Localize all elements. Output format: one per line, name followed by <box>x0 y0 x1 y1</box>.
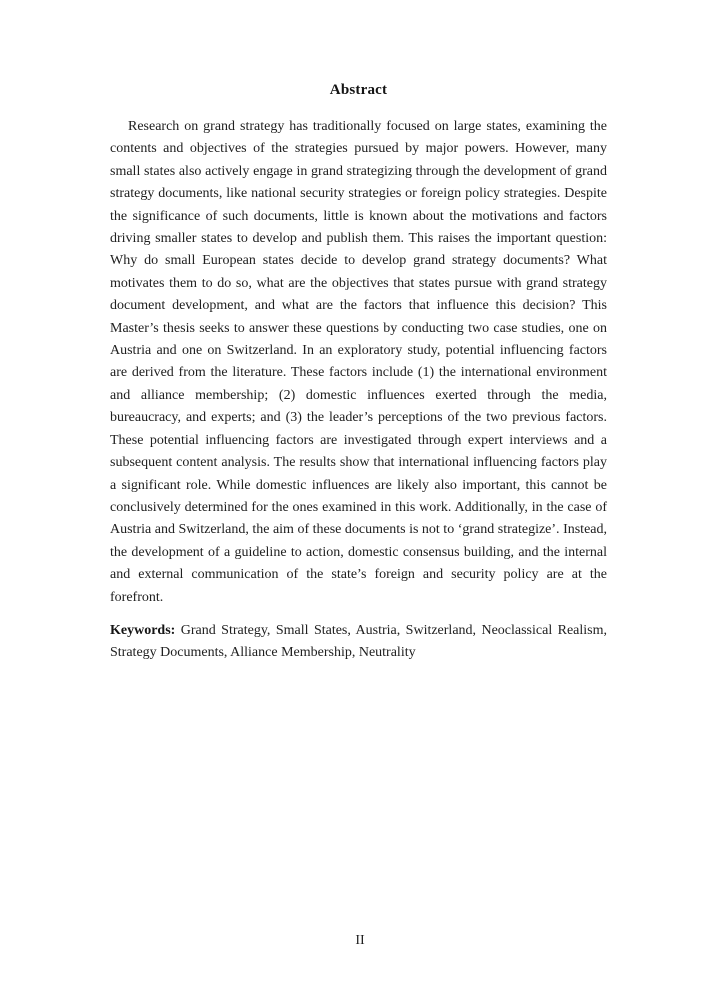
abstract-paragraph: Research on grand strategy has traditionally focused on large states, examining the contents and objectives of the strategies pursued by major powers. However, many small states also actively engage in grand strategizing through the development of grand strategy documents, like national security strategies or foreign policy strategies. Despite the significance of such documents, little is known about the motivations and factors driving smaller states to develop and publish them. This raises the important question: Why do small European states decide to develop grand strategy documents? What motivates them to do so, what are the objectives that states pursue with grand strategy document development, and what are the factors that influence this decision? This Master’s thesis seeks to answer these questions by conducting two case studies, one on Austria and one on Switzerland. In an exploratory study, potential influencing factors are derived from the literature. These factors include (1) the international environment and alliance membership; (2) domestic influences exerted through the media, bureaucracy, and experts; and (3) the leader’s perceptions of the two previous factors. These potential influencing factors are investigated through expert interviews and a subsequent content analysis. The results show that international influencing factors play a significant role. While domestic influences are likely also important, this cannot be conclusively determined for the ones examined in this work. Additionally, in the case of Austria and Switzerland, the aim of these documents is not to ‘grand strategize’. Instead, the development of a guideline to action, domestic consensus building, and the internal and external communication of the state’s foreign and security policy are at the forefront. <box>110 119 607 605</box>
text-column <box>110 0 607 665</box>
keywords-line <box>110 620 607 665</box>
keywords-text: Grand Strategy, Small States, Austria, Switzerland, Neoclassical Realism, Strategy Documents, Alliance Membership, Neutrality <box>110 622 608 661</box>
page-number: II <box>355 933 365 948</box>
keywords-label: Keywords: <box>110 622 176 638</box>
abstract-heading: Abstract <box>329 82 388 98</box>
